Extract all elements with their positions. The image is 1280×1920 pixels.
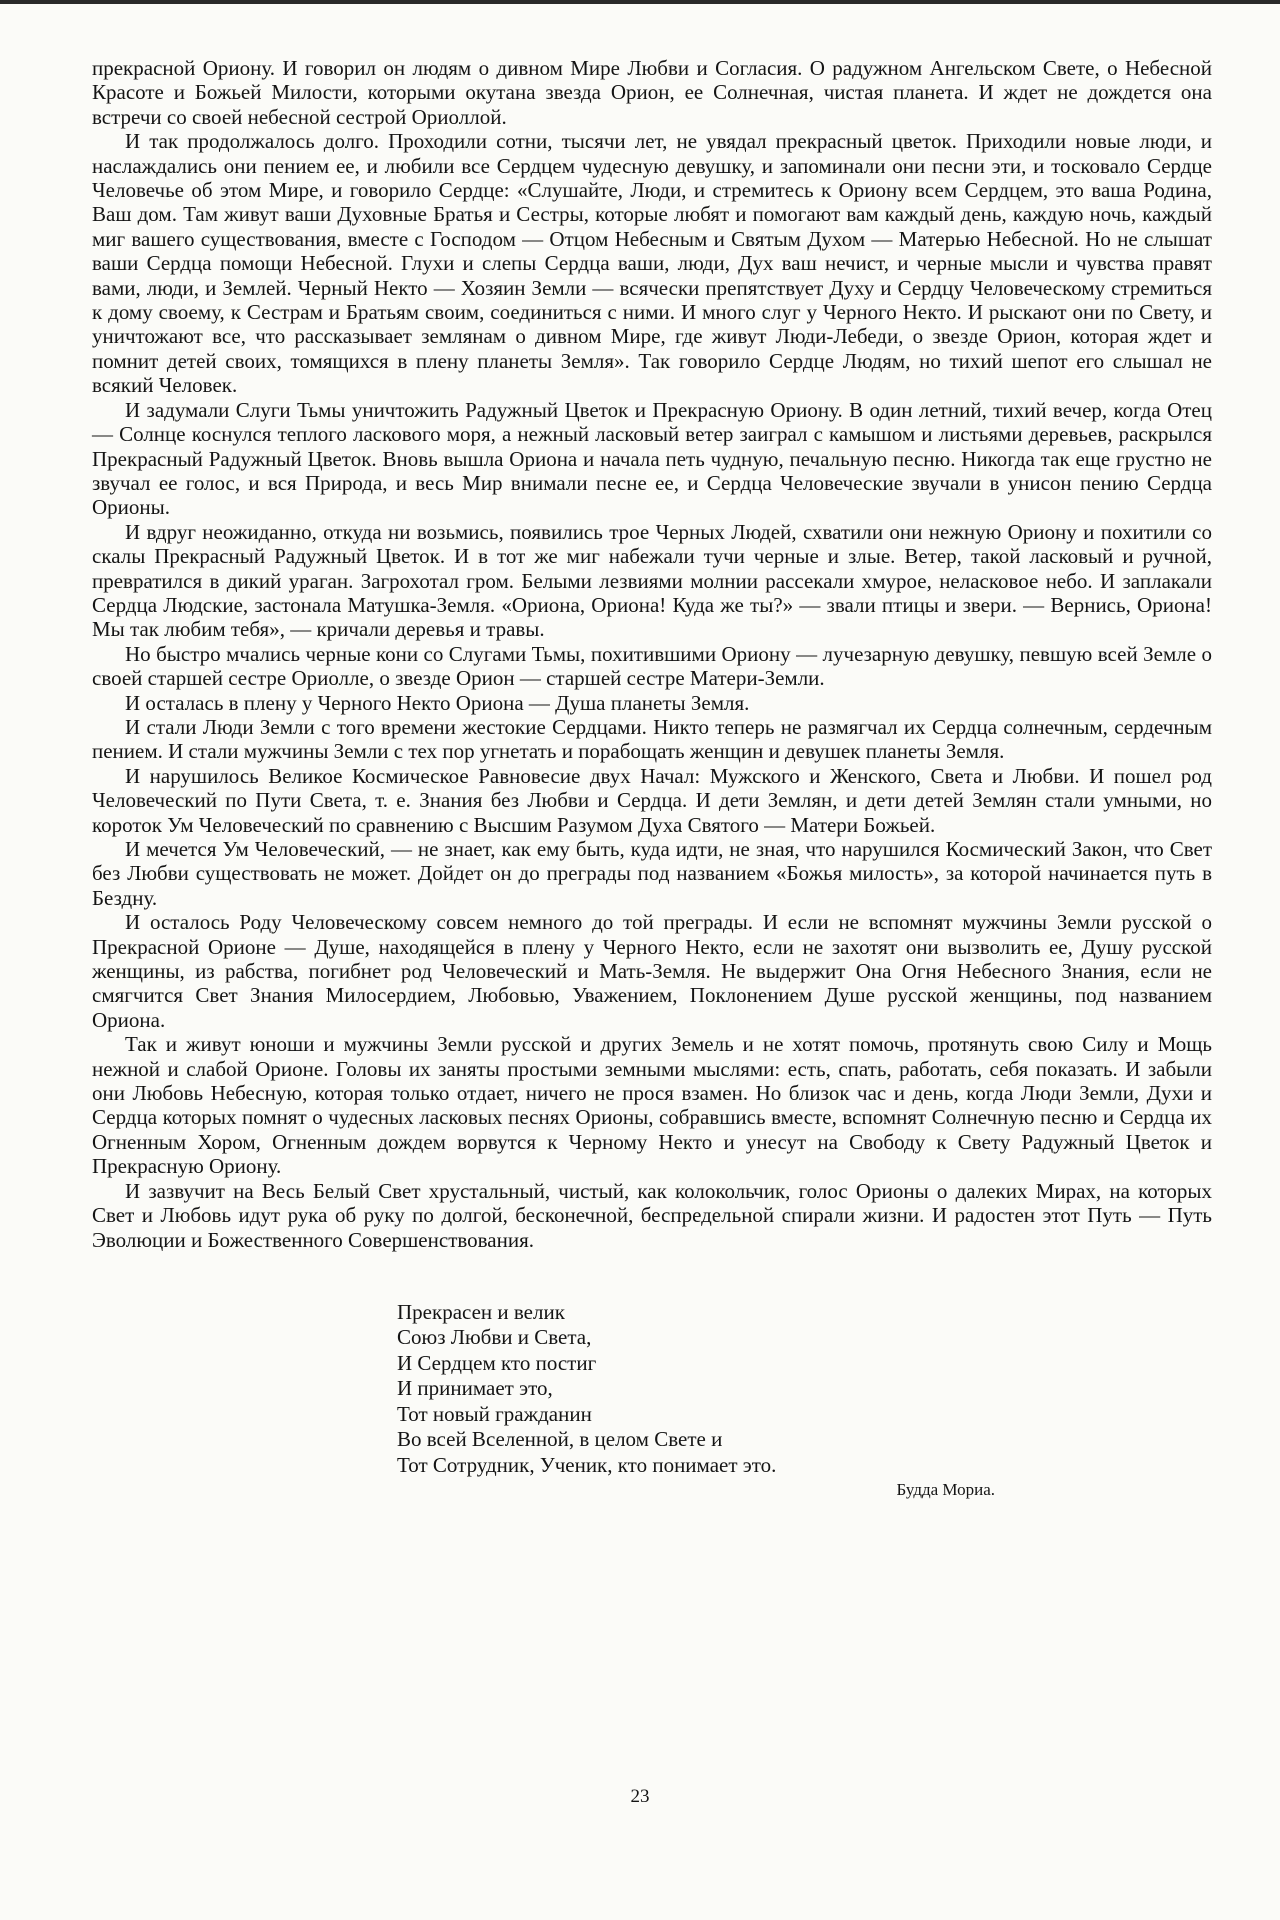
paragraph-1: прекрасной Ориону. И говорил он людям о дивном Мире Любви и Согласия. О радужном Ангельском Свете, о Небесной Красоте и Божьей Милости, которыми окутана звезда Орион, ее Солнечная, чистая планета. И ждет не дождется она встречи со своей небесной сестрой Ориоллой.: [92, 56, 1212, 129]
paragraph-11: Так и живут юноши и мужчины Земли русской и других Земель и не хотят помочь, протянуть свою Силу и Мощь нежной и слабой Орионе. Головы их заняты простыми земными мыслями: есть, спать, работать, себя показать. И забыли они Любовь Небесную, которая только отдает, ничего не прося взамен. Но близок час и день, когда Люди Земли, Духи и Сердца которых помнят о чудесных ласковых песнях Орионы, собравшись вместе, вспомнят Солнечную песню и Сердца их Огненным Хором, Огненным дождем ворвутся к Черному Некто и унесут на Свободу к Свету Радужный Цветок и Прекрасную Ориону.: [92, 1032, 1212, 1179]
poem-line-4: И принимает это,: [397, 1376, 553, 1401]
page-number: 23: [630, 1786, 650, 1807]
body-text: [92, 56, 1212, 1252]
poem-line-6: Во всей Вселенной, в целом Свете и: [397, 1427, 723, 1452]
paragraph-8: И нарушилось Великое Космическое Равновесие двух Начал: Мужского и Женского, Света и Любви. И пошел род Человеческий по Пути Света, т. е. Знания без Любви и Сердца. И дети Землян, и дети детей Землян стали умными, но короток Ум Человеческий по сравнению с Высшим Разумом Духа Святого — Матери Божьей.: [92, 763, 1212, 837]
paragraph-9: И мечется Ум Человеческий, — не знает, как ему быть, куда идти, не зная, что нарушился Космический Закон, что Свет без Любви существовать не может. Дойдет он до преграды под названием «Божья милость», за которой начинается путь в Бездну.: [92, 837, 1212, 910]
paragraph-5: Но быстро мчались черные кони со Слугами Тьмы, похитившими Ориону — лучезарную девушку, певшую всей Земле о своей старшей сестре Ориолле, о звезде Орион — старшей сестре Матери-Земли.: [92, 641, 1212, 691]
paragraph-3: И задумали Слуги Тьмы уничтожить Радужный Цветок и Прекрасную Ориону. В один летний, тихий вечер, когда Отец — Солнце коснулся теплого ласкового моря, а нежный ласковый ветер заиграл с камышом и листьями деревьев, раскрылся Прекрасный Радужный Цветок. Вновь вышла Ориона и начала петь чудную, печальную песню. Никогда так еще грустно не звучал ее голос, и вся Природа, и весь Мир внимали песне ее, и Сердца Человеческие звучали в унисон пению Сердца Орионы.: [92, 397, 1212, 520]
paragraph-6: И осталась в плену у Черного Некто Ориона — Душа планеты Земля.: [125, 690, 750, 715]
poem-line-1: Прекрасен и велик: [397, 1299, 565, 1324]
poem-line-2: Союз Любви и Света,: [397, 1325, 592, 1350]
paragraph-4: И вдруг неожиданно, откуда ни возьмись, появились трое Черных Людей, схватили они нежную Ориону и похитили со скалы Прекрасный Радужный Цветок. И в тот же миг набежали тучи черные и злые. Ветер, такой ласковый и ручной, превратился в дикий ураган. Загрохотал гром. Белыми лезвиями молнии рассекали хмурое, неласковое небо. И заплакали Сердца Людские, застонала Матушка-Земля. «Ориона, Ориона! Куда же ты?» — звали птицы и звери. — Вернись, Ориона! Мы так любим тебя», — кричали деревья и травы.: [92, 519, 1212, 642]
poem-line-7: Тот Сотрудник, Ученик, кто понимает это.: [397, 1452, 777, 1477]
paragraph-2: И так продолжалось долго. Проходили сотни, тысячи лет, не увядал прекрасный цветок. Приходили новые люди, и наслаждались они пением ее, и любили все Сердцем чудесную девушку, и запоминали они песни эти, и тосковало Сердце Человечье об этом Мире, и говорило Сердце: «Слушайте, Люди, и стремитесь к Ориону всем Сердцем, это ваша Родина, Ваш дом. Там живут ваши Духовные Братья и Сестры, которые любят и помогают вам каждый день, каждую ночь, каждый миг вашего существования, вместе с Господом — Отцом Небесным и Святым Духом — Матерью Небесной. Но не слышат ваши Сердца помощи Небесной. Глухи и слепы Сердца ваши, люди, Дух ваш нечист, и черные мысли и чувства правят вами, люди, и Землей. Черный Некто — Хозяин Земли — всячески препятствует Духу и Сердцу Человеческому стремиться к дому своему, к Сестрам и Братьям своим, соединиться с ними. И много слуг у Черного Некто. И рыскают они по Свету, и уничтожают все, что рассказывает землянам о дивном Мире, где живут Люди-Лебеди, о звезде Орион, которая ждет и помнит детей своих, томящихся в плену планеты Земля». Так говорило Сердце Людям, но тихий шепот его слышал не всякий Человек.: [92, 129, 1212, 398]
poem: [397, 1300, 997, 1502]
paragraph-7: И стали Люди Земли с того времени жестокие Сердцами. Никто теперь не размягчал их Сердца солнечным, сердечным пением. И стали мужчины Земли с тех пор угнетать и порабощать женщин и девушек планеты Земля.: [92, 714, 1212, 764]
poem-line-5: Тот новый гражданин: [397, 1401, 592, 1426]
page-content: [92, 56, 1212, 1501]
poem-line-3: И Сердцем кто постиг: [397, 1350, 597, 1375]
paragraph-10: И осталось Роду Человеческому совсем немного до той преграды. И если не вспомнят мужчины Земли русской о Прекрасной Орионе — Душе, находящейся в плену у Черного Некто, если не захотят они вызволить ее, Душу русской женщины, из рабства, погибнет род Человеческий и Мать-Земля. Не выдержит Она Огня Небесного Знания, если не смягчится Свет Знания Милосердием, Любовью, Уважением, Поклонением Душе русской женщины, под названием Ориона.: [92, 910, 1212, 1032]
top-edge-rule: [0, 0, 1280, 4]
poem-signature: Будда Мориа.: [896, 1480, 995, 1500]
paragraph-12: И зазвучит на Весь Белый Свет хрустальный, чистый, как колокольчик, голос Орионы о далеких Мирах, на которых Свет и Любовь идут рука об руку по долгой, бесконечной, беспредельной спирали жизни. И радостен этот Путь — Путь Эволюции и Божественного Совершенствования.: [92, 1178, 1212, 1252]
